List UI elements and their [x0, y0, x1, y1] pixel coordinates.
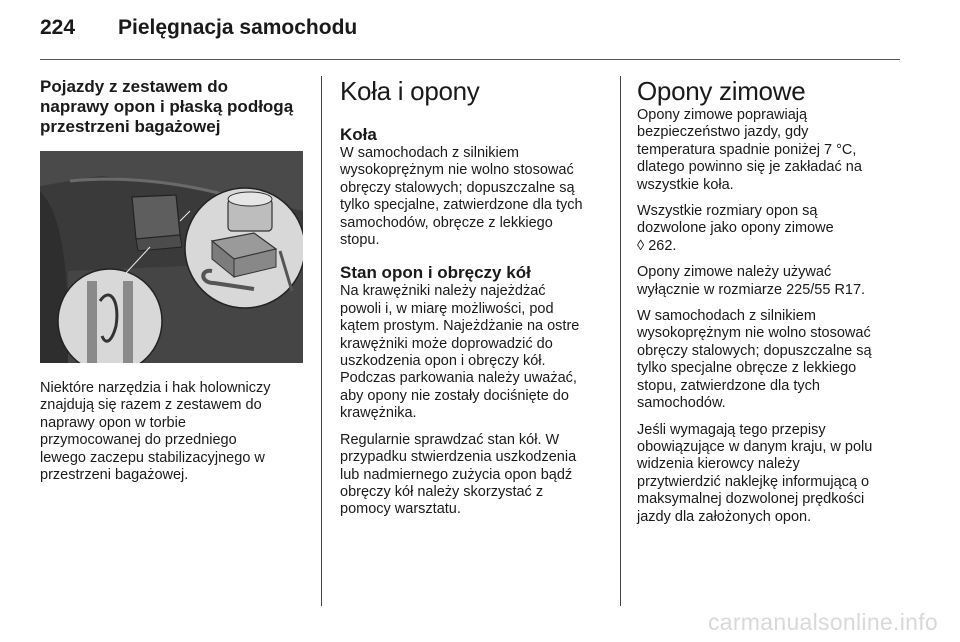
winter-tires-paragraph-3: Opony zimowe należy używać wyłącznie w rozmiarze 225/55 R17. — [637, 264, 866, 298]
watermark: carmanualsonline.info — [707, 609, 938, 635]
tire-condition-paragraph-2: Regularnie sprawdzać stan kół. W przypadku stwierdzenia uszkodzenia lub nadmiernego zużycia opon bądź obręczy kół należy skorzystać z pomocy warsztatu. — [340, 431, 577, 518]
winter-tires-paragraph-1: Opony zimowe poprawiają bezpieczeństwo jazdy, gdy temperatura spadnie poniżej 7 °C, dlatego powinno się je zakładać na wszystkie koła. — [637, 107, 862, 193]
tire-kit-heading: Pojazdy z zestawem do naprawy opon i płaską podłogą przestrzeni bagażowej — [40, 77, 294, 136]
trunk-illustration-svg — [40, 151, 303, 363]
section-title: Pielęgnacja samochodu — [118, 16, 358, 39]
winter-tires-title: Opony zimowe — [637, 76, 806, 106]
column-divider-1 — [321, 76, 322, 606]
page-header — [40, 16, 357, 50]
column-divider-2 — [620, 76, 621, 606]
wheels-heading: Koła — [340, 125, 377, 144]
trunk-illustration — [40, 151, 303, 363]
tire-condition-paragraph-1: Na krawężniki należy najeżdżać powoli i, w miarę możliwości, pod kątem prostym. Najeżdżanie na ostre krawężniki może doprowadzić do uszkodzenia opon i obręczy kół. Podczas parkowania należy uważać, aby opony nie zostały dociśnięte do krawężnika. — [340, 283, 580, 422]
column-right — [637, 68, 903, 526]
winter-tires-paragraph-5: Jeśli wymagają tego przepisy obowiązujące w danym kraju, w polu widzenia kierowcy należy przytwierdzić naklejkę informującą o maksymalnej dozwolonej prędkości jazdy dla założonych opon. — [637, 421, 873, 525]
winter-tires-paragraph-4: W samochodach z silnikiem wysokoprężnym nie wolno stosować obręczy stalowych; dopuszczalne są tylko specjalne obręcze z lekkiego stopu, zatwierdzone dla tych samochodów. — [637, 308, 872, 412]
figure-caption: Niektóre narzędzia i hak holowniczy znajdują się razem z zestawem do naprawy opon w torbie przymocowanej do przedniego lewego zaczepu stabilizacyjnego w przestrzeni bagażowej. — [40, 380, 271, 484]
header-rule — [40, 59, 900, 60]
tire-condition-heading: Stan opon i obręczy kół — [340, 263, 531, 283]
wheels-paragraph: W samochodach z silnikiem wysokoprężnym nie wolno stosować obręczy stalowych; dopuszczalne są tylko specjalne, zatwierdzone dla tych samochodów, obręcze z lekkiego stopu. — [340, 145, 583, 249]
page-number: 224 — [40, 16, 76, 39]
column-left — [40, 68, 306, 484]
winter-tires-paragraph-2: Wszystkie rozmiary opon są dozwolone jako opony zimowe ◊ 262. — [637, 203, 834, 254]
wheels-tires-title: Koła i opony — [340, 76, 480, 106]
column-middle — [340, 68, 606, 519]
